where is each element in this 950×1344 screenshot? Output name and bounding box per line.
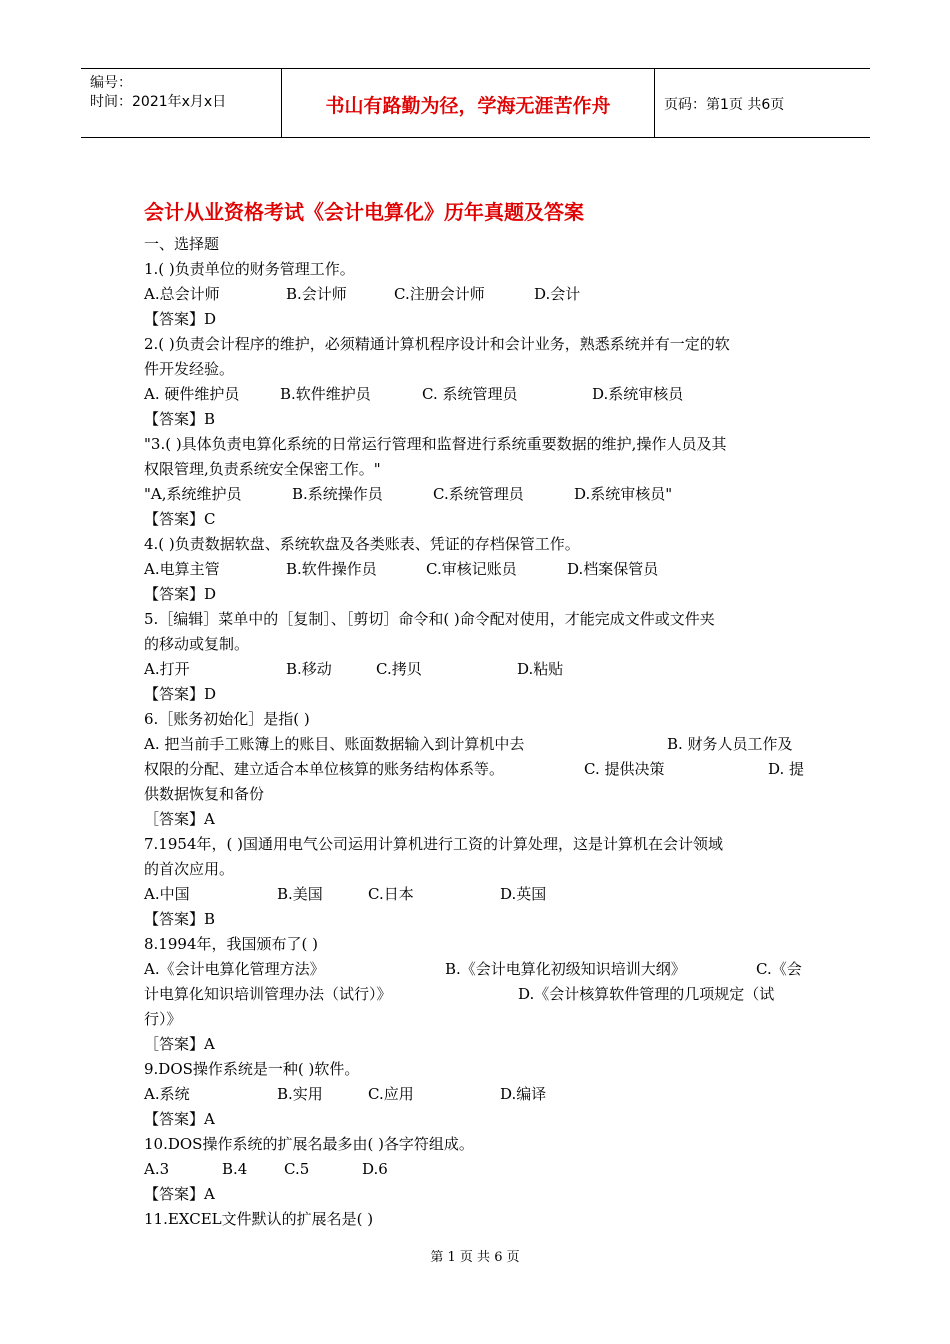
option-text: D.系统审核员"	[574, 485, 673, 503]
option-text: B.移动	[286, 660, 332, 678]
line-text: 【答案】B	[144, 910, 216, 928]
line-text: 11.EXCEL文件默认的扩展名是( )	[144, 1210, 374, 1228]
text-line	[144, 232, 808, 257]
line-text: 【答案】D	[144, 310, 217, 328]
text-line	[144, 707, 808, 732]
line-text: 【答案】B	[144, 410, 216, 428]
option-text: A. 硬件维护员	[144, 385, 240, 403]
option-text: 计电算化知识培训管理办法（试行）》	[144, 985, 392, 1003]
line-text: 4.( )负责数据软盘、系统软盘及各类账表、凭证的存档保管工作。	[144, 535, 580, 553]
text-line	[144, 257, 808, 282]
option-text: D.粘贴	[517, 660, 564, 678]
line-text: 的首次应用。	[144, 860, 235, 878]
text-line	[144, 632, 808, 657]
option-text: B.《会计电算化初级知识培训大纲》	[445, 960, 686, 978]
question-content	[144, 232, 808, 1232]
option-text: C.《会	[756, 960, 802, 978]
text-line	[144, 1107, 808, 1132]
option-text: D.6	[362, 1160, 388, 1178]
text-line	[144, 982, 808, 1007]
line-text: 9.DOS操作系统是一种( )软件。	[144, 1060, 360, 1078]
text-line	[144, 957, 808, 982]
line-text: 【答案】A	[144, 1185, 215, 1203]
line-text: 1.( )负责单位的财务管理工作。	[144, 260, 355, 278]
text-line	[144, 607, 808, 632]
text-line	[144, 1057, 808, 1082]
text-line	[144, 532, 808, 557]
option-text: D.档案保管员	[567, 560, 659, 578]
line-text: 2.( )负责会计程序的维护，必须精通计算机程序设计和会计业务，熟悉系统并有一定的软	[144, 335, 730, 353]
text-line	[144, 832, 808, 857]
text-line	[144, 507, 808, 532]
line-text: 件开发经验。	[144, 360, 235, 378]
header-slogan-cell	[281, 69, 655, 137]
line-text: 【答案】A	[144, 1110, 215, 1128]
option-text: 权限的分配、建立适合本单位核算的账务结构体系等。	[144, 760, 505, 778]
text-line	[144, 907, 808, 932]
option-text: C.5	[284, 1160, 310, 1178]
page-footer: 第 1 页 共 6 页	[430, 1250, 520, 1265]
line-text: "3.( )具体负责电算化系统的日常运行管理和监督进行系统重要数据的维护,操作人员及其	[144, 435, 727, 453]
line-text: ［答案】A	[144, 1035, 215, 1053]
option-text: C.应用	[368, 1085, 414, 1103]
option-text: A.打开	[144, 660, 190, 678]
option-text: C.系统管理员	[433, 485, 524, 503]
option-text: B.软件维护员	[280, 385, 371, 403]
option-text: D.编译	[500, 1085, 547, 1103]
line-text: 一、选择题	[144, 235, 220, 253]
document-header-table	[81, 68, 870, 138]
text-line	[144, 757, 808, 782]
option-text: C.拷贝	[376, 660, 422, 678]
option-text: D. 提	[768, 760, 805, 778]
header-page-info: 页码：第1页 共6页	[664, 97, 785, 113]
text-line	[144, 882, 808, 907]
text-line	[144, 557, 808, 582]
option-text: C.注册会计师	[394, 285, 485, 303]
text-line	[144, 1207, 808, 1232]
option-text: A.总会计师	[144, 285, 220, 303]
option-text: C.审核记账员	[426, 560, 517, 578]
text-line	[144, 407, 808, 432]
text-line	[144, 1032, 808, 1057]
line-text: 10.DOS操作系统的扩展名最多由( )各字符组成。	[144, 1135, 474, 1153]
line-text: 行）》	[144, 1010, 182, 1028]
text-line	[144, 932, 808, 957]
text-line	[144, 657, 808, 682]
option-text: D.《会计核算软件管理的几项规定（试	[518, 985, 775, 1003]
option-text: C. 系统管理员	[422, 385, 518, 403]
text-line	[144, 1082, 808, 1107]
text-line	[144, 482, 808, 507]
line-text: 【答案】D	[144, 585, 217, 603]
option-text: D.系统审核员	[592, 385, 684, 403]
option-text: A.中国	[144, 885, 190, 903]
option-text: B.美国	[277, 885, 323, 903]
text-line	[144, 357, 808, 382]
option-text: D.英国	[500, 885, 547, 903]
line-text: ［答案】A	[144, 810, 215, 828]
date-line: 时间：2021年x月x日	[90, 94, 227, 110]
text-line	[144, 1132, 808, 1157]
line-text: 6.［账务初始化］是指( )	[144, 710, 310, 728]
option-text: C. 提供决策	[584, 760, 665, 778]
option-text: "A,系统维护员	[144, 485, 242, 503]
option-text: A.系统	[144, 1085, 190, 1103]
text-line	[144, 457, 808, 482]
text-line	[144, 807, 808, 832]
text-line	[144, 732, 808, 757]
option-text: A.电算主管	[144, 560, 220, 578]
line-text: 7.1954年，( )国通用电气公司运用计算机进行工资的计算处理，这是计算机在会计领域	[144, 835, 723, 853]
text-line	[144, 1157, 808, 1182]
option-text: A. 把当前手工账簿上的账目、账面数据输入到计算机中去	[144, 735, 525, 753]
line-text: 5.［编辑］菜单中的［复制］、［剪切］命令和( )命令配对使用，才能完成文件或文件夹	[144, 610, 715, 628]
text-line	[144, 332, 808, 357]
text-line	[144, 432, 808, 457]
line-text: 供数据恢复和备份	[144, 785, 265, 803]
option-text: B.实用	[277, 1085, 323, 1103]
serial-label: 编号：	[90, 75, 132, 91]
option-text: B.软件操作员	[286, 560, 377, 578]
text-line	[144, 307, 808, 332]
line-text: 8.1994年，我国颁布了( )	[144, 935, 318, 953]
option-text: A.3	[144, 1160, 170, 1178]
header-page-cell	[654, 69, 870, 137]
text-line	[144, 382, 808, 407]
document-title: 会计从业资格考试《会计电算化》历年真题及答案	[144, 200, 584, 224]
option-text: D.会计	[534, 285, 581, 303]
header-info-cell	[81, 69, 281, 137]
option-text: B. 财务人员工作及	[667, 735, 793, 753]
header-slogan: 书山有路勤为径，学海无涯苦作舟	[325, 95, 611, 117]
text-line	[144, 857, 808, 882]
line-text: 【答案】C	[144, 510, 216, 528]
text-line	[144, 1182, 808, 1207]
option-text: B.4	[222, 1160, 248, 1178]
option-text: C.日本	[368, 885, 414, 903]
text-line	[144, 1007, 808, 1032]
option-text: A.《会计电算化管理方法》	[144, 960, 325, 978]
text-line	[144, 682, 808, 707]
text-line	[144, 782, 808, 807]
line-text: 【答案】D	[144, 685, 217, 703]
option-text: B.会计师	[286, 285, 347, 303]
line-text: 的移动或复制。	[144, 635, 250, 653]
line-text: 权限管理,负责系统安全保密工作。"	[144, 460, 381, 478]
text-line	[144, 282, 808, 307]
text-line	[144, 582, 808, 607]
option-text: B.系统操作员	[292, 485, 383, 503]
